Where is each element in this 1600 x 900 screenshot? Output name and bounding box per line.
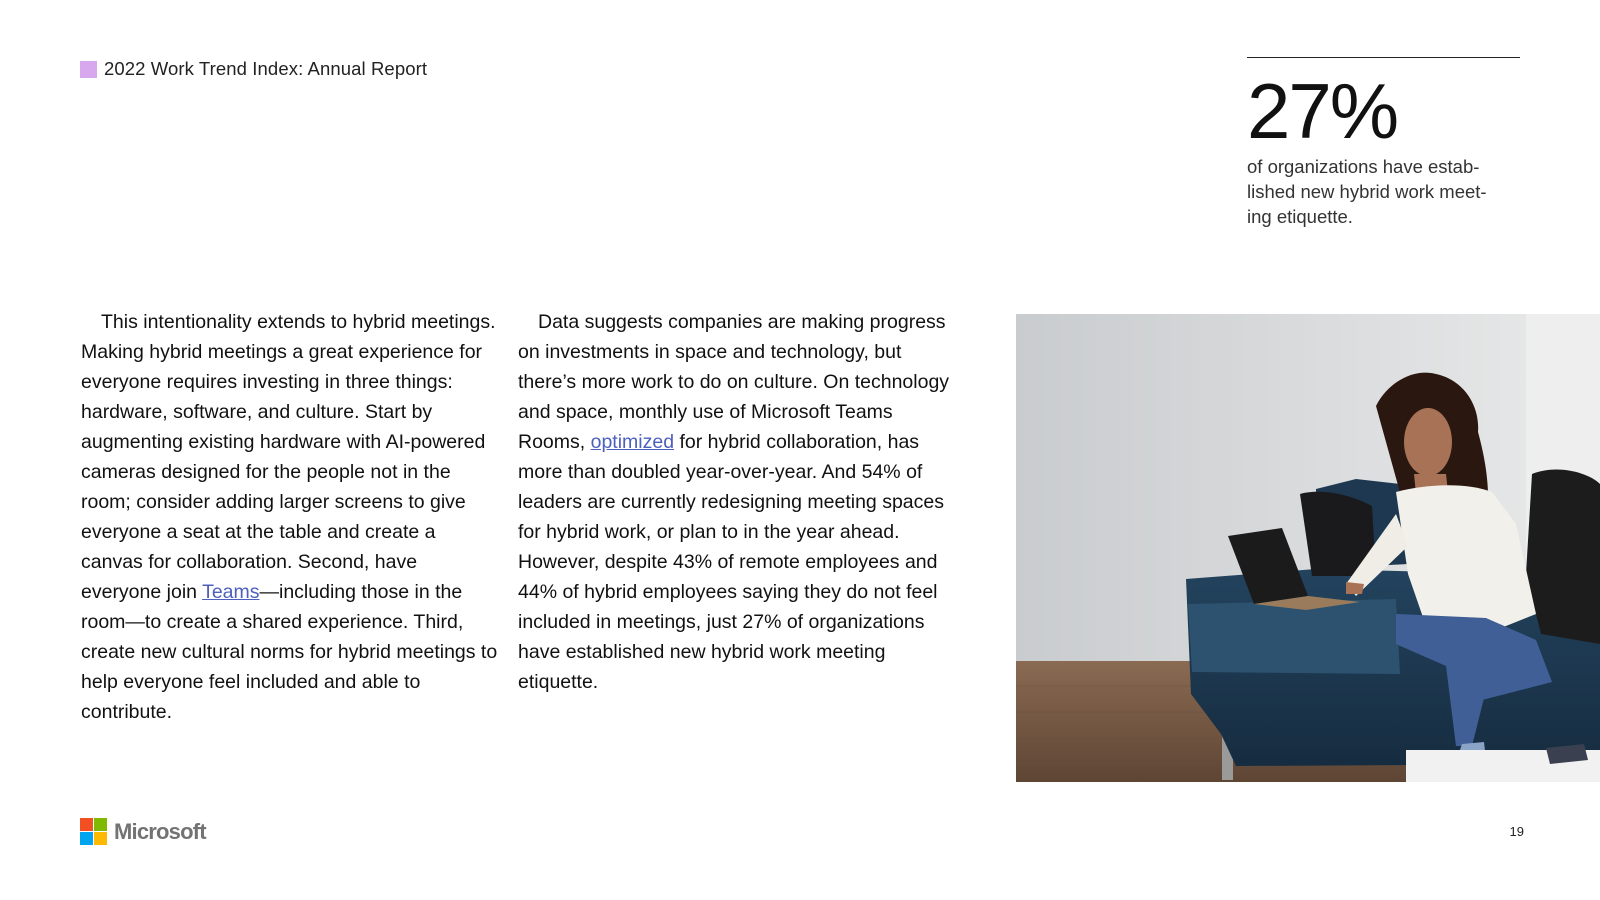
logo-square-blue	[80, 832, 93, 845]
paragraph-text: This intentionality extends to hybrid meetings. Making hybrid meetings a great experience for everyone requires investing in three things: hardware, software, and culture. Start by augmenting existing hardware with AI-powered cameras designed for the people not in the room; consider adding larger screens to give everyone a seat at the table and create a canvas for collaboration. Second, have everyone join	[81, 311, 496, 603]
microsoft-logo	[80, 818, 206, 845]
microsoft-wordmark: Microsoft	[114, 818, 206, 844]
teams-link[interactable]: Teams	[202, 581, 260, 603]
paragraph-text: for hybrid collaboration, has more than doubled year-over-year. And 54% of leaders are currently redesigning meeting spaces for hybrid work, or plan to in the year ahead. However, despite 43% of remote employees and 44% of hybrid employees saying they do not feel included in meetings, just 27% of organizations have established new hybrid work meeting etiquette.	[518, 431, 944, 693]
paragraph-text: —including those in the room—to create a shared experience. Third, create new cultural norms for hybrid meetings to help everyone feel included and able to contribute.	[81, 581, 498, 723]
optimized-link[interactable]: optimized	[590, 431, 675, 453]
stat-description-line: of organizations have estab-	[1247, 156, 1480, 177]
report-title: 2022 Work Trend Index: Annual Report	[104, 58, 428, 79]
stat-description-line: lished new hybrid work meet-	[1247, 181, 1487, 202]
stat-divider	[1247, 57, 1520, 58]
header-accent-square	[80, 61, 97, 78]
microsoft-logo-icon	[80, 818, 107, 845]
paragraph-text: Data suggests companies are making progress on investments in space and technology, but there’s more work to do on culture. On technology and space, monthly use of Microsoft Teams Rooms,	[518, 311, 950, 453]
logo-square-red	[80, 818, 93, 831]
page-number: 19	[1509, 824, 1524, 839]
woman-laptop-photo	[1016, 314, 1600, 782]
stat-description	[1247, 154, 1520, 229]
stat-description-line: ing etiquette.	[1247, 206, 1353, 227]
logo-square-green	[94, 818, 107, 831]
logo-square-yellow	[94, 832, 107, 845]
body-column-right	[518, 307, 958, 697]
body-column-left	[81, 307, 501, 727]
stat-value: 27%	[1247, 67, 1398, 155]
report-header	[80, 58, 427, 80]
stat-callout	[1247, 57, 1520, 229]
